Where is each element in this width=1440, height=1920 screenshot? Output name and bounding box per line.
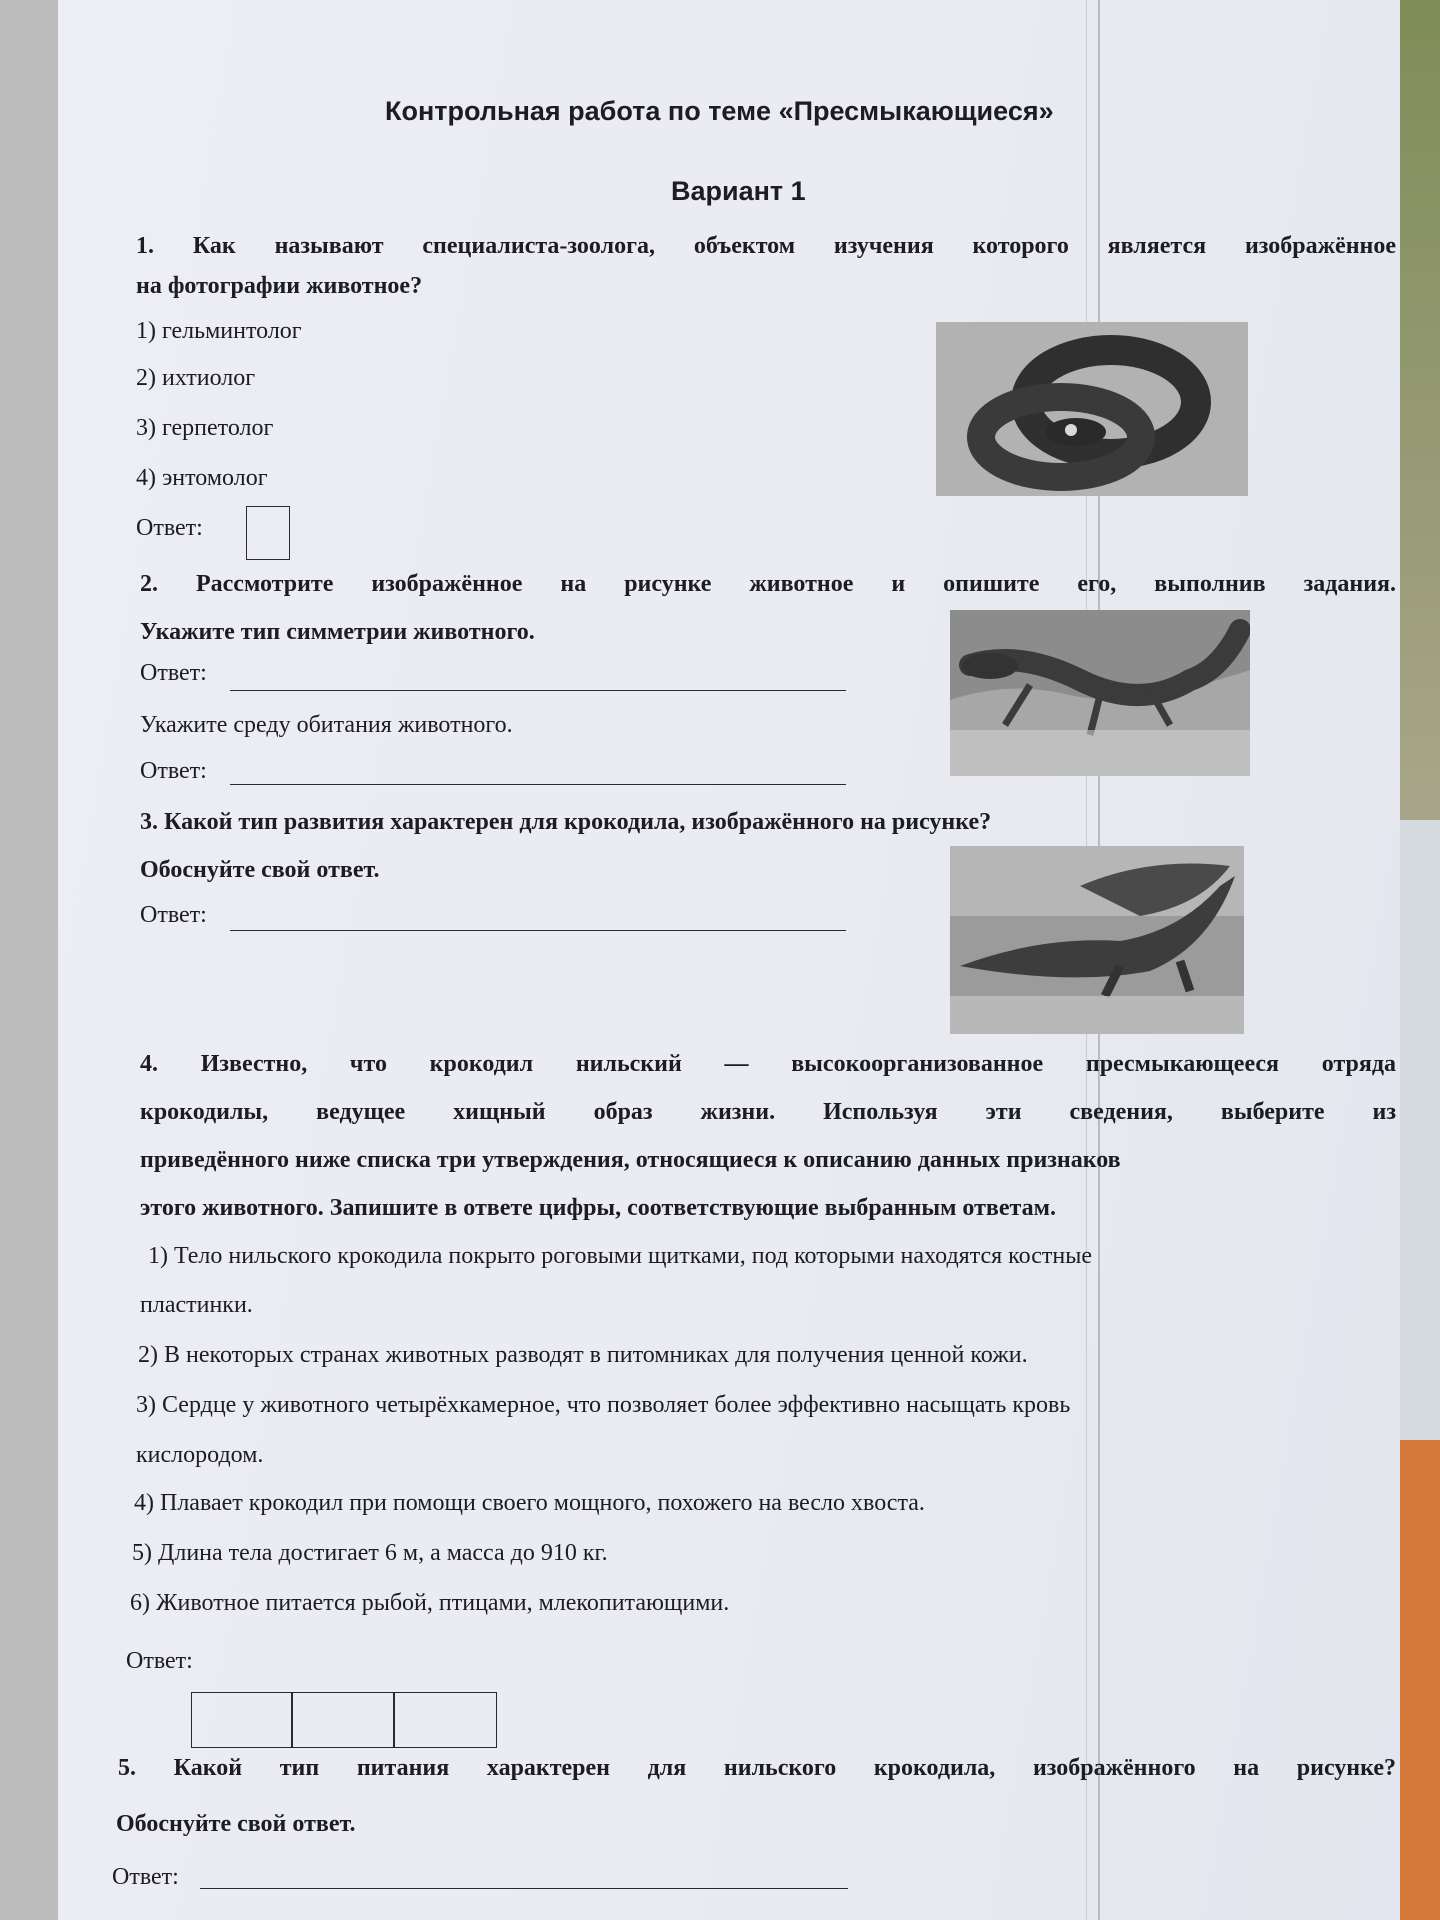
snake-photo — [936, 322, 1248, 496]
q2-task-habitat: Укажите среду обитания животного. — [140, 712, 513, 738]
q4-option-1: 1) Тело нильского крокодила покрыто роговыми щитками, под которыми находятся костные — [148, 1243, 1092, 1269]
q1-option-4: 4) энтомолог — [136, 465, 268, 491]
q2-text-line1: 2. Рассмотрите изображённое на рисунке животное и опишите его, выполнив задания. — [140, 571, 1396, 597]
q4-option-5: 5) Длина тела достигает 6 м, а масса до 910 кг. — [132, 1540, 608, 1566]
q4-option-1-cont: пластинки. — [140, 1292, 253, 1318]
q2-answer-line-1[interactable] — [230, 690, 846, 691]
q4-text-line2: крокодилы, ведущее хищный образ жизни. Используя эти сведения, выберите из — [140, 1099, 1396, 1125]
q4-option-3-cont: кислородом. — [136, 1442, 264, 1468]
q4-option-3: 3) Сердце у животного четырёхкамерное, что позволяет более эффективно насыщать кровь — [136, 1392, 1071, 1418]
q2-answer-line-2[interactable] — [230, 784, 846, 785]
q1-text-line2: на фотографии животное? — [136, 273, 423, 299]
q2-text-line2: Укажите тип симметрии животного. — [140, 619, 535, 645]
q5-answer-line[interactable] — [200, 1888, 848, 1889]
q1-answer-box[interactable] — [246, 506, 290, 560]
q3-answer-line[interactable] — [230, 930, 846, 931]
q1-text-line1: 1. Как называют специалиста-зоолога, объектом изучения которого является изображённое — [136, 233, 1396, 259]
variant-title: Вариант 1 — [671, 176, 806, 206]
q4-answer-cell-2[interactable] — [291, 1692, 395, 1748]
q3-text-line2: Обоснуйте свой ответ. — [140, 857, 380, 883]
crocodile-photo — [950, 846, 1244, 1034]
q3-answer-label: Ответ: — [140, 902, 207, 928]
q4-answer-cell-3[interactable] — [393, 1692, 497, 1748]
q4-text-line1: 4. Известно, что крокодил нильский — высокоорганизованное пресмыкающееся отряда — [140, 1051, 1396, 1077]
q5-text-line2: Обоснуйте свой ответ. — [116, 1811, 356, 1837]
lizard-photo — [950, 610, 1250, 776]
q1-option-1: 1) гельминтолог — [136, 318, 302, 344]
q4-option-4: 4) Плавает крокодил при помощи своего мощного, похожего на весло хвоста. — [134, 1490, 925, 1516]
q4-option-6: 6) Животное питается рыбой, птицами, млекопитающими. — [130, 1590, 730, 1616]
q5-answer-label: Ответ: — [112, 1864, 179, 1890]
q3-text-line1: 3. Какой тип развития характерен для крокодила, изображённого на рисунке? — [140, 809, 992, 835]
q4-text-line3: приведённого ниже списка три утверждения, относящиеся к описанию данных признаков — [140, 1147, 1121, 1173]
q4-answer-label: Ответ: — [126, 1648, 193, 1674]
q2-answer-label-1: Ответ: — [140, 660, 207, 686]
page-title: Контрольная работа по теме «Пресмыкающиеся» — [385, 96, 1054, 126]
worksheet-page — [58, 0, 1400, 1920]
q4-text-line4: этого животного. Запишите в ответе цифры, соответствующие выбранным ответам. — [140, 1195, 1056, 1221]
q5-text-line1: 5. Какой тип питания характерен для нильского крокодила, изображённого на рисунке? — [118, 1755, 1396, 1781]
q2-answer-label-2: Ответ: — [140, 758, 207, 784]
q4-answer-cell-1[interactable] — [191, 1692, 293, 1748]
q4-option-2: 2) В некоторых странах животных разводят в питомниках для получения ценной кожи. — [138, 1342, 1028, 1368]
q1-answer-label: Ответ: — [136, 515, 203, 541]
q1-option-3: 3) герпетолог — [136, 415, 274, 441]
q1-option-2: 2) ихтиолог — [136, 365, 256, 391]
